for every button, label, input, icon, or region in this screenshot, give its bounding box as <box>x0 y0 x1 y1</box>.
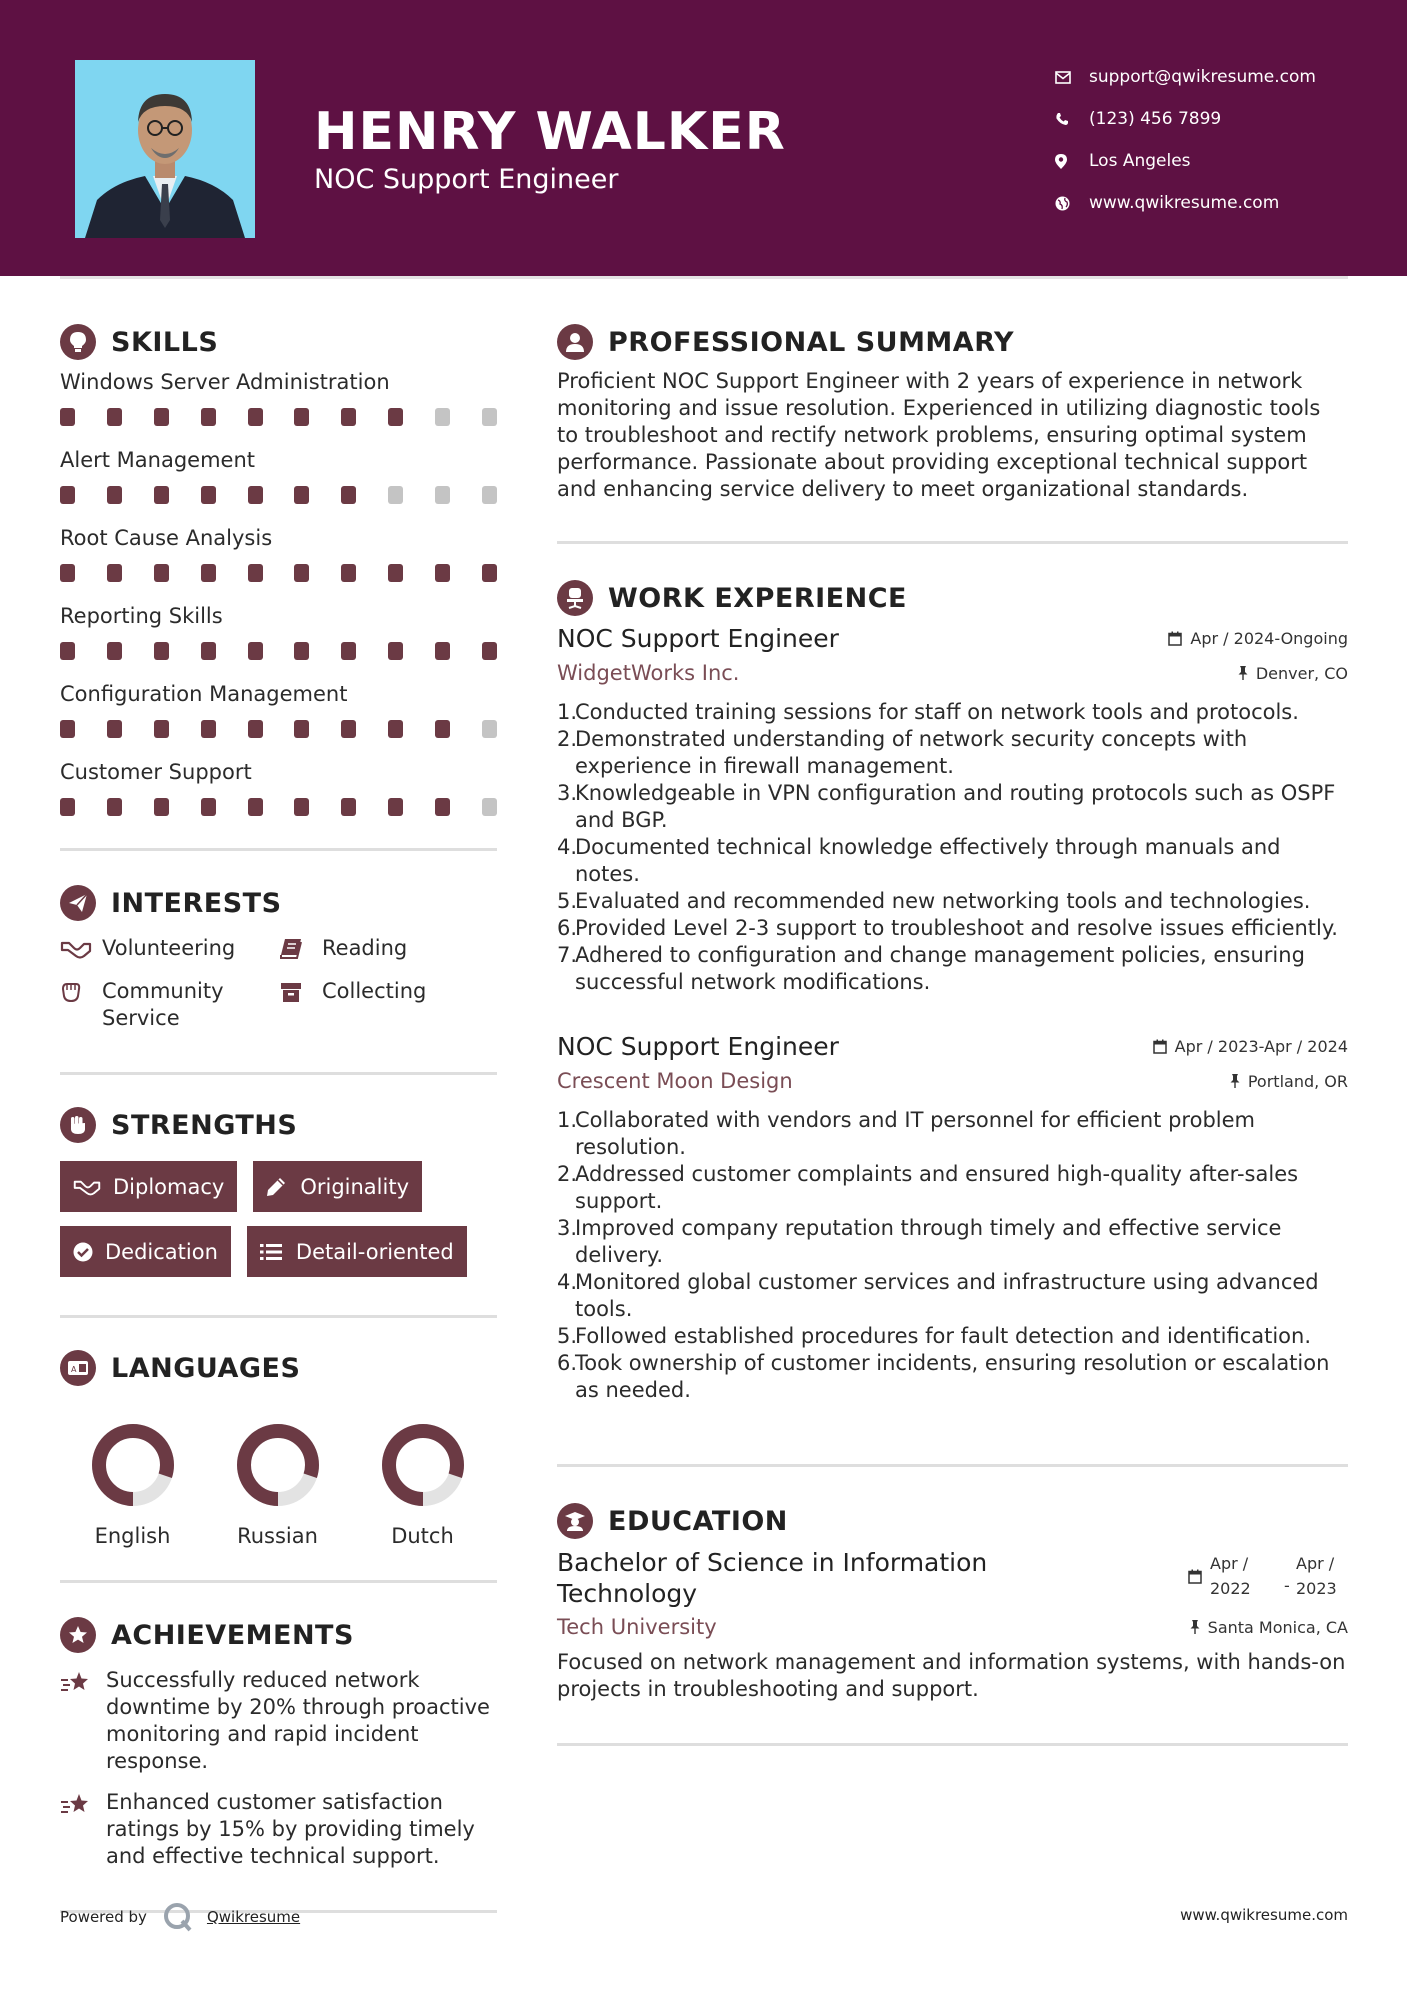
language-label: English <box>94 1524 171 1548</box>
skill-rating-dot <box>154 798 169 816</box>
skill-rating-dot <box>248 408 263 426</box>
svg-text:A: A <box>71 1365 77 1374</box>
skill-rating-dot <box>60 486 75 504</box>
skill-rating-dot <box>201 486 216 504</box>
skill-rating-dot <box>435 408 450 426</box>
education-location-text: Santa Monica, CA <box>1207 1617 1348 1637</box>
paper-plane-icon <box>60 885 96 921</box>
job-title-row <box>557 624 1348 653</box>
fist-icon <box>60 1107 96 1143</box>
education-section <box>557 1497 1348 1703</box>
job-location <box>1230 1072 1348 1091</box>
summary-header <box>557 318 1348 366</box>
calendar-icon <box>1168 631 1182 646</box>
languages-divider <box>60 1580 497 1583</box>
experience-section <box>557 574 1348 1404</box>
skill-rating-dot <box>482 642 497 660</box>
duty-item <box>557 915 1348 942</box>
job-title: NOC Support Engineer <box>557 624 839 653</box>
pushpin-icon <box>1190 1620 1200 1634</box>
duty-number: 1. <box>557 700 578 724</box>
interest-label: Community Service <box>102 979 224 1030</box>
skill-rating-dot <box>294 798 309 816</box>
education-school: Tech University <box>557 1615 717 1639</box>
language-item <box>60 1420 205 1548</box>
education-title: EDUCATION <box>608 1505 788 1537</box>
languages-header <box>60 1344 497 1392</box>
contact-website[interactable] <box>1055 182 1316 224</box>
achievement-text: Successfully reduced network downtime by 20% through proactive monitoring and rapid incident response. <box>106 1668 490 1773</box>
skill-rating-dot <box>341 642 356 660</box>
education-degree: Bachelor of Science in Information Technology <box>557 1548 988 1608</box>
footer-url[interactable]: www.qwikresume.com <box>1180 1906 1348 1924</box>
calendar-icon <box>1153 1039 1167 1054</box>
skill-rating-dot <box>248 720 263 738</box>
interests-list <box>60 935 497 1032</box>
duty-item <box>557 942 1348 996</box>
skill-rating-dot <box>341 486 356 504</box>
skill-rating <box>60 712 497 756</box>
skill-rating-dot <box>388 408 403 426</box>
achievements-title: ACHIEVEMENTS <box>111 1619 354 1651</box>
education-location <box>1190 1618 1348 1637</box>
skill-rating-dot <box>60 564 75 582</box>
handshake-icon <box>73 1178 101 1196</box>
job-title-row <box>557 1032 1348 1061</box>
mail-icon <box>1055 67 1089 87</box>
duty-text: Collaborated with vendors and IT personnel for efficient problem resolution. <box>575 1108 1255 1159</box>
skill-rating <box>60 556 497 600</box>
skill-rating-dot <box>248 486 263 504</box>
skill-rating-dot <box>482 486 497 504</box>
skills-divider <box>60 848 497 851</box>
skill-name: Reporting Skills <box>60 604 223 628</box>
language-label: Russian <box>237 1524 318 1548</box>
contact-email[interactable] <box>1055 56 1316 98</box>
duty-number: 6. <box>557 916 578 940</box>
location-pin-icon <box>1055 151 1089 171</box>
contact-list <box>1055 56 1316 224</box>
duty-text: Provided Level 2-3 support to troubleshoot and resolve issues efficiently. <box>575 916 1338 940</box>
education-date-end: Apr / 2023 <box>1296 1554 1337 1598</box>
user-icon <box>557 324 593 360</box>
strength-detail-oriented <box>247 1226 467 1277</box>
duty-item <box>557 1350 1348 1404</box>
duty-number: 1. <box>557 1108 578 1132</box>
qwikresume-logo-icon <box>163 1902 193 1932</box>
header-divider <box>60 276 1348 279</box>
strengths-header <box>60 1101 497 1149</box>
job-company-row <box>557 1069 1348 1093</box>
skill-rating-dot <box>294 720 309 738</box>
achievement-item <box>60 1789 497 1870</box>
duty-item <box>557 780 1348 834</box>
skill-rating-dot <box>107 486 122 504</box>
job-duties <box>557 1107 1348 1404</box>
education-dates <box>1188 1551 1348 1601</box>
language-proficiency-donut <box>378 1420 468 1510</box>
duty-text: Addressed customer complaints and ensured high-quality after-sales support. <box>575 1162 1299 1213</box>
skill-rating-dot <box>248 642 263 660</box>
skill-rating-dot <box>482 564 497 582</box>
skill-rating-dot <box>435 720 450 738</box>
job-location-text: Denver, CO <box>1255 663 1348 683</box>
header <box>0 0 1407 276</box>
skill-rating-dot <box>107 720 122 738</box>
skill-rating-dot <box>154 720 169 738</box>
interest-community-service <box>60 978 280 1032</box>
duty-number: 5. <box>557 889 578 913</box>
skill-name: Customer Support <box>60 760 252 784</box>
skill-rating-dot <box>294 564 309 582</box>
skill-rating-dot <box>154 564 169 582</box>
duty-number: 6. <box>557 1351 578 1375</box>
check-circle-icon <box>73 1242 93 1262</box>
skill-rating-dot <box>435 486 450 504</box>
job-entry <box>557 1032 1348 1404</box>
skill-rating-dot <box>294 408 309 426</box>
duty-item <box>557 888 1348 915</box>
shooting-star-icon <box>60 1789 106 1824</box>
hand-icon <box>60 978 102 1005</box>
skill-rating-dot <box>107 408 122 426</box>
skill-rating-dot <box>248 798 263 816</box>
job-location <box>1238 664 1348 683</box>
skill-rating-dot <box>482 408 497 426</box>
qwikresume-link[interactable]: Qwikresume <box>206 1908 301 1926</box>
skill-rating-dot <box>341 408 356 426</box>
achievement-item <box>60 1667 497 1775</box>
skill-rating-dot <box>60 798 75 816</box>
contact-location-text: Los Angeles <box>1089 151 1191 171</box>
skill-rating-dot <box>201 408 216 426</box>
skill-rating-dot <box>248 564 263 582</box>
strength-originality <box>253 1161 422 1212</box>
job-company: Crescent Moon Design <box>557 1069 793 1093</box>
job-dates-text: Apr / 2023-Apr / 2024 <box>1174 1037 1348 1056</box>
left-column <box>60 318 497 1913</box>
languages-section <box>60 1344 497 1548</box>
contact-phone-text: (123) 456 7899 <box>1089 109 1222 129</box>
skill-rating <box>60 790 497 834</box>
interest-reading <box>280 935 497 962</box>
summary-section <box>557 318 1348 503</box>
education-school-row <box>557 1615 1348 1639</box>
skills-title: SKILLS <box>111 326 219 358</box>
strengths-title: STRENGTHS <box>111 1109 298 1141</box>
star-badge-icon <box>60 1617 96 1653</box>
strengths-divider <box>60 1315 497 1318</box>
duty-text: Took ownership of customer incidents, ensuring resolution or escalation as needed. <box>575 1351 1330 1402</box>
skill-rating-dot <box>60 408 75 426</box>
duty-item <box>557 1323 1348 1350</box>
pushpin-icon <box>1238 666 1248 680</box>
language-proficiency-donut <box>233 1420 323 1510</box>
profile-photo <box>75 60 255 238</box>
contact-location <box>1055 140 1316 182</box>
skill-rating-dot <box>201 564 216 582</box>
strengths-section <box>60 1101 497 1277</box>
duty-item <box>557 1269 1348 1323</box>
interest-volunteering <box>60 935 280 962</box>
duty-number: 3. <box>557 1216 578 1240</box>
duty-text: Knowledgeable in VPN configuration and routing protocols such as OSPF and BGP. <box>575 781 1336 832</box>
duty-text: Monitored global customer services and infrastructure using advanced tools. <box>575 1270 1319 1321</box>
achievements-section <box>60 1611 497 1870</box>
duty-item <box>557 699 1348 726</box>
skill-rating-dot <box>107 564 122 582</box>
list-icon <box>260 1243 284 1261</box>
duty-number: 7. <box>557 943 578 967</box>
duty-text: Conducted training sessions for staff on network tools and protocols. <box>575 700 1299 724</box>
skill-rating-dot <box>60 642 75 660</box>
skill-rating-dot <box>388 564 403 582</box>
skill-rating-dot <box>435 564 450 582</box>
office-chair-icon <box>557 580 593 616</box>
interest-label: Reading <box>322 936 408 960</box>
interest-label: Volunteering <box>102 936 236 960</box>
skill-name: Windows Server Administration <box>60 370 390 394</box>
education-divider <box>557 1743 1348 1746</box>
powered-by-label: Powered by <box>60 1908 147 1926</box>
strength-label: Dedication <box>105 1239 218 1264</box>
duty-text: Documented technical knowledge effectively through manuals and notes. <box>575 835 1281 886</box>
languages-list <box>60 1420 497 1548</box>
summary-title: PROFESSIONAL SUMMARY <box>608 326 1015 358</box>
duty-text: Followed established procedures for fault detection and identification. <box>575 1324 1312 1348</box>
archive-box-icon <box>280 978 322 1005</box>
skill-rating-dot <box>107 798 122 816</box>
interest-label: Collecting <box>322 979 427 1003</box>
skills-list <box>60 370 497 834</box>
skill-rating <box>60 400 497 444</box>
skills-header <box>60 318 497 366</box>
strengths-list <box>60 1161 497 1277</box>
strength-label: Detail-oriented <box>295 1239 454 1264</box>
duty-text: Evaluated and recommended new networking tools and technologies. <box>575 889 1311 913</box>
duty-number: 4. <box>557 835 578 859</box>
education-date-start: Apr / 2022 <box>1210 1554 1251 1598</box>
handshake-icon <box>60 935 102 962</box>
strength-label: Diplomacy <box>113 1174 225 1199</box>
job-title: NOC Support Engineer <box>557 1032 839 1061</box>
interests-divider <box>60 1072 497 1075</box>
education-text: Focused on network management and information systems, with hands-on projects in troubleshooting and support. <box>557 1650 1346 1701</box>
shooting-star-icon <box>60 1667 106 1702</box>
contact-phone[interactable] <box>1055 98 1316 140</box>
job-dates <box>1168 629 1348 648</box>
skill-rating-dot <box>154 486 169 504</box>
summary-divider <box>557 541 1348 544</box>
job-location-text: Portland, OR <box>1247 1071 1348 1091</box>
duty-item <box>557 726 1348 780</box>
strength-diplomacy <box>60 1161 237 1212</box>
duty-item <box>557 1215 1348 1269</box>
experience-header <box>557 574 1348 622</box>
duty-text: Adhered to configuration and change management policies, ensuring successful network modifications. <box>575 943 1305 994</box>
job-company-row <box>557 661 1348 685</box>
skill-name: Alert Management <box>60 448 255 472</box>
lightbulb-icon <box>60 324 96 360</box>
job-company: WidgetWorks Inc. <box>557 661 740 685</box>
job-entry <box>557 624 1348 996</box>
skill-rating-dot <box>388 486 403 504</box>
skill-rating <box>60 634 497 678</box>
duty-number: 2. <box>557 727 578 751</box>
skill-rating-dot <box>201 720 216 738</box>
duty-text: Improved company reputation through timely and effective service delivery. <box>575 1216 1282 1267</box>
duty-number: 3. <box>557 781 578 805</box>
date-separator: - <box>1284 1575 1290 1595</box>
language-item <box>205 1420 350 1548</box>
language-proficiency-donut <box>88 1420 178 1510</box>
summary-text: Proficient NOC Support Engineer with 2 years of experience in network monitoring and issue resolution. Experienced in utilizing diagnostic tools to troubleshoot and rectify network problems, ensuring optimal system performance. Passionate about providing exceptional technical support and enhancing service delivery to meet organizational standards. <box>557 369 1321 501</box>
skill-rating-dot <box>341 564 356 582</box>
duty-item <box>557 1107 1348 1161</box>
duty-number: 2. <box>557 1162 578 1186</box>
skill-rating <box>60 478 497 522</box>
education-header <box>557 1497 1348 1545</box>
languages-title: LANGUAGES <box>111 1352 301 1384</box>
skills-section <box>60 318 497 834</box>
contact-website-text: www.qwikresume.com <box>1089 193 1280 213</box>
skill-rating-dot <box>154 642 169 660</box>
skill-rating-dot <box>294 486 309 504</box>
graduate-icon <box>557 1503 593 1539</box>
duty-number: 5. <box>557 1324 578 1348</box>
skill-rating-dot <box>388 798 403 816</box>
education-title-row <box>557 1547 1348 1609</box>
skill-name: Configuration Management <box>60 682 348 706</box>
language-item <box>350 1420 495 1548</box>
skill-rating-dot <box>388 642 403 660</box>
skill-rating-dot <box>60 720 75 738</box>
footer-branding <box>60 1902 300 1932</box>
skill-rating-dot <box>107 642 122 660</box>
interests-title: INTERESTS <box>111 887 282 919</box>
book-icon <box>280 935 322 962</box>
skill-rating-dot <box>482 798 497 816</box>
jobs-list <box>557 624 1348 1404</box>
job-duties <box>557 699 1348 996</box>
calendar-icon <box>1188 1569 1202 1584</box>
phone-icon <box>1055 109 1089 129</box>
strength-dedication <box>60 1226 231 1277</box>
interests-header <box>60 879 497 927</box>
skill-rating-dot <box>341 720 356 738</box>
language-label: Dutch <box>391 1524 454 1548</box>
contact-email-text: support@qwikresume.com <box>1089 67 1316 87</box>
skill-rating-dot <box>201 642 216 660</box>
job-dates-text: Apr / 2024-Ongoing <box>1190 629 1348 648</box>
candidate-role: NOC Support Engineer <box>314 164 619 195</box>
pushpin-icon <box>1230 1074 1240 1088</box>
skill-rating-dot <box>294 642 309 660</box>
pencil-icon <box>266 1177 288 1197</box>
experience-title: WORK EXPERIENCE <box>608 582 907 614</box>
interest-collecting <box>280 978 497 1032</box>
duty-text: Demonstrated understanding of network security concepts with experience in firewall management. <box>575 727 1248 778</box>
skill-rating-dot <box>435 798 450 816</box>
job-dates <box>1153 1037 1348 1056</box>
right-column <box>557 318 1348 1746</box>
skill-rating-dot <box>341 798 356 816</box>
globe-icon <box>1055 193 1089 213</box>
duty-item <box>557 1161 1348 1215</box>
skill-rating-dot <box>482 720 497 738</box>
achievements-header <box>60 1611 497 1659</box>
duty-item <box>557 834 1348 888</box>
interests-section <box>60 879 497 1032</box>
skill-rating-dot <box>435 642 450 660</box>
language-icon <box>60 1350 96 1386</box>
strength-label: Originality <box>300 1174 409 1199</box>
experience-divider <box>557 1464 1348 1467</box>
skill-name: Root Cause Analysis <box>60 526 273 550</box>
skill-rating-dot <box>154 408 169 426</box>
duty-number: 4. <box>557 1270 578 1294</box>
candidate-name: HENRY WALKER <box>314 102 786 162</box>
skill-rating-dot <box>388 720 403 738</box>
skill-rating-dot <box>201 798 216 816</box>
achievement-text: Enhanced customer satisfaction ratings by 15% by providing timely and effective technical support. <box>106 1790 475 1868</box>
